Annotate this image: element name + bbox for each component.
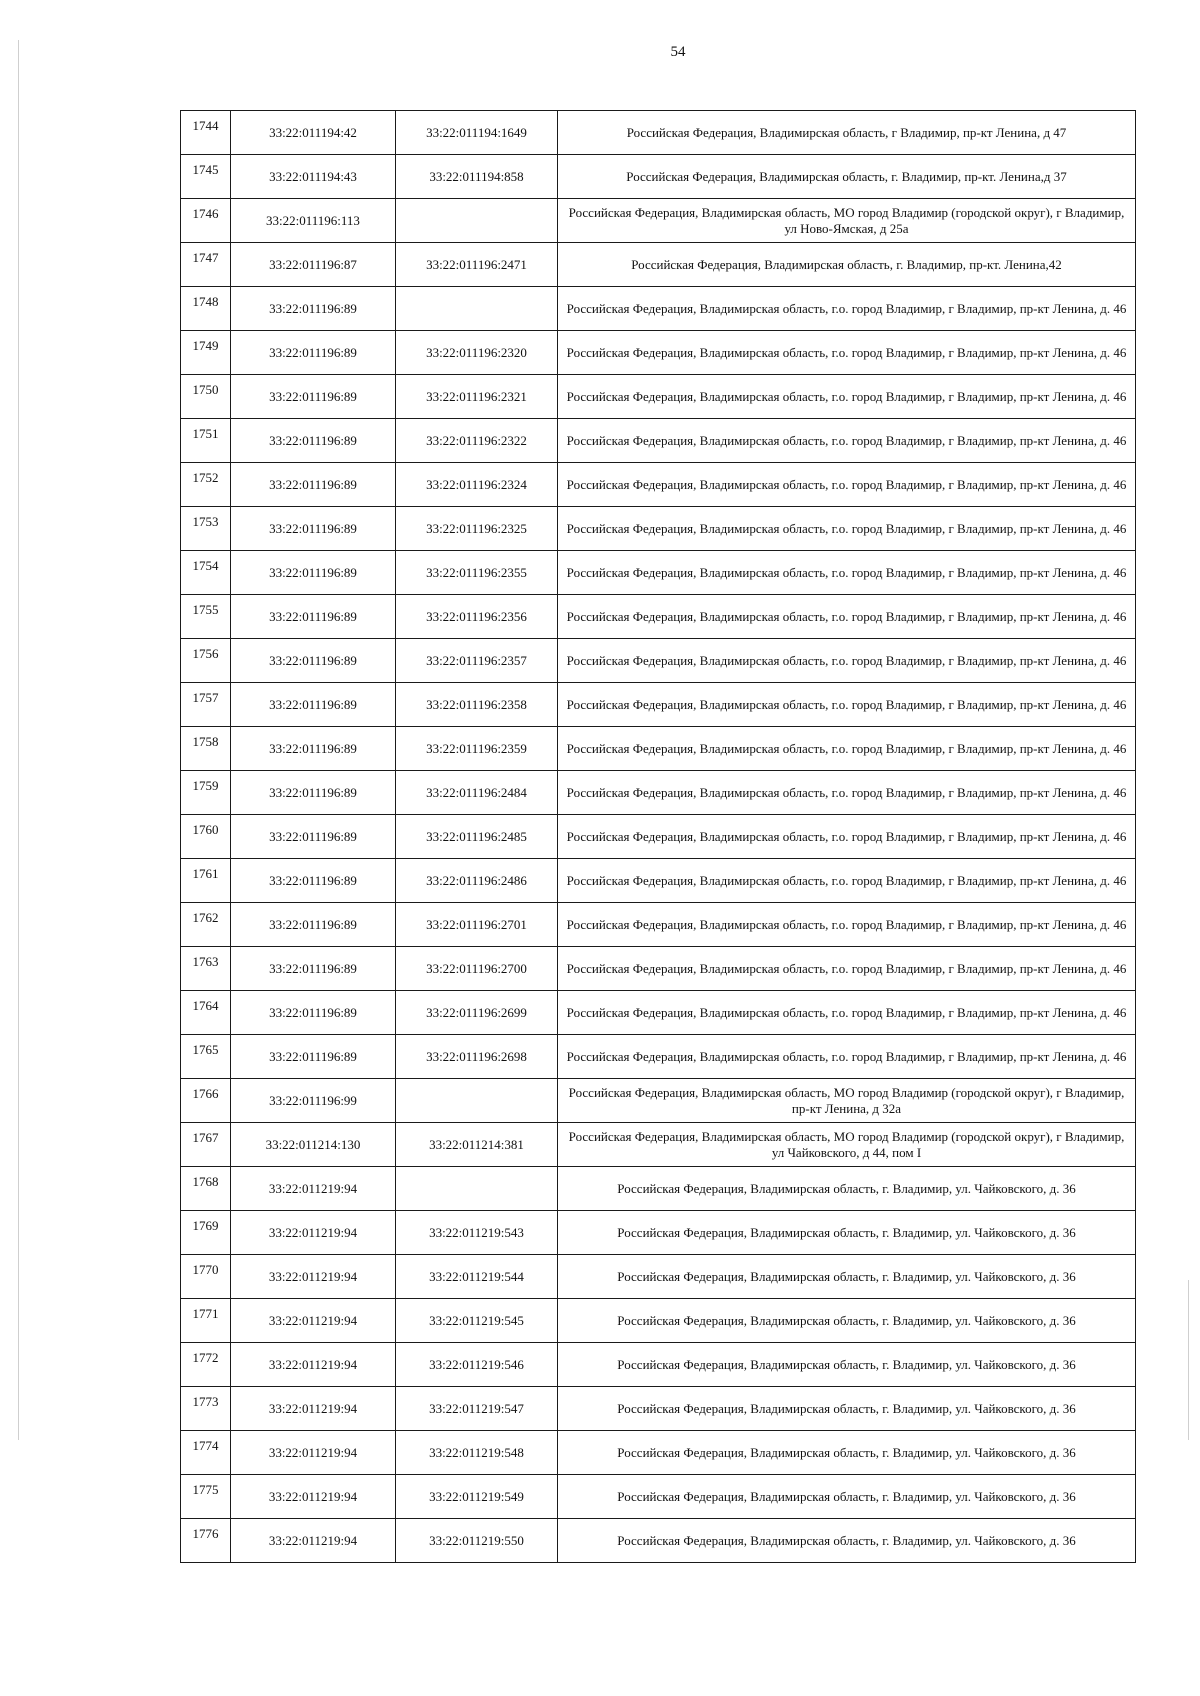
address-cell: Российская Федерация, Владимирская область, г. Владимир, ул. Чайковского, д. 36: [558, 1475, 1136, 1519]
row-number: 1744: [181, 111, 231, 155]
row-number: 1762: [181, 903, 231, 947]
object-cadastral-number: 33:22:011219:545: [396, 1299, 558, 1343]
table-row: [181, 639, 1136, 683]
table-row: [181, 287, 1136, 331]
table-row: [181, 1167, 1136, 1211]
table-row: [181, 375, 1136, 419]
land-cadastral-number: 33:22:011196:89: [231, 771, 396, 815]
table-row: [181, 947, 1136, 991]
table-row: [181, 683, 1136, 727]
land-cadastral-number: 33:22:011196:89: [231, 551, 396, 595]
object-cadastral-number: 33:22:011196:2701: [396, 903, 558, 947]
table-row: [181, 1035, 1136, 1079]
land-cadastral-number: 33:22:011196:89: [231, 463, 396, 507]
land-cadastral-number: 33:22:011196:89: [231, 507, 396, 551]
address-cell: Российская Федерация, Владимирская область, г. Владимир, ул. Чайковского, д. 36: [558, 1343, 1136, 1387]
object-cadastral-number: 33:22:011196:2324: [396, 463, 558, 507]
row-number: 1755: [181, 595, 231, 639]
object-cadastral-number: 33:22:011196:2322: [396, 419, 558, 463]
address-cell: Российская Федерация, Владимирская область, г.о. город Владимир, г Владимир, пр-кт Ленина, д. 46: [558, 331, 1136, 375]
row-number: 1774: [181, 1431, 231, 1475]
row-number: 1767: [181, 1123, 231, 1167]
scan-edge-right: [1188, 1280, 1189, 1440]
address-cell: Российская Федерация, Владимирская область, г. Владимир, ул. Чайковского, д. 36: [558, 1299, 1136, 1343]
object-cadastral-number: 33:22:011214:381: [396, 1123, 558, 1167]
land-cadastral-number: 33:22:011196:89: [231, 331, 396, 375]
table-row: [181, 1475, 1136, 1519]
land-cadastral-number: 33:22:011196:89: [231, 639, 396, 683]
address-cell: Российская Федерация, Владимирская область, МО город Владимир (городской округ), г Владимир, пр-кт Ленина, д 32а: [558, 1079, 1136, 1123]
address-cell: Российская Федерация, Владимирская область, г.о. город Владимир, г Владимир, пр-кт Ленина, д. 46: [558, 1035, 1136, 1079]
address-cell: Российская Федерация, Владимирская область, г.о. город Владимир, г Владимир, пр-кт Ленина, д. 46: [558, 859, 1136, 903]
row-number: 1757: [181, 683, 231, 727]
land-cadastral-number: 33:22:011219:94: [231, 1211, 396, 1255]
object-cadastral-number: [396, 1079, 558, 1123]
object-cadastral-number: 33:22:011196:2358: [396, 683, 558, 727]
table-row: [181, 331, 1136, 375]
row-number: 1750: [181, 375, 231, 419]
object-cadastral-number: 33:22:011219:548: [396, 1431, 558, 1475]
land-cadastral-number: 33:22:011196:89: [231, 859, 396, 903]
table-row: [181, 859, 1136, 903]
land-cadastral-number: 33:22:011219:94: [231, 1255, 396, 1299]
address-cell: Российская Федерация, Владимирская область, МО город Владимир (городской округ), г Владимир, ул Ново-Ямская, д 25а: [558, 199, 1136, 243]
row-number: 1753: [181, 507, 231, 551]
address-cell: Российская Федерация, Владимирская область, г.о. город Владимир, г Владимир, пр-кт Ленина, д. 46: [558, 551, 1136, 595]
row-number: 1746: [181, 199, 231, 243]
land-cadastral-number: 33:22:011196:89: [231, 1035, 396, 1079]
land-cadastral-number: 33:22:011194:42: [231, 111, 396, 155]
land-cadastral-number: 33:22:011196:89: [231, 287, 396, 331]
object-cadastral-number: 33:22:011196:2471: [396, 243, 558, 287]
table-row: [181, 771, 1136, 815]
row-number: 1748: [181, 287, 231, 331]
address-cell: Российская Федерация, Владимирская область, г. Владимир, пр-кт. Ленина,д 37: [558, 155, 1136, 199]
address-cell: Российская Федерация, Владимирская область, г.о. город Владимир, г Владимир, пр-кт Ленина, д. 46: [558, 595, 1136, 639]
table-row: [181, 1255, 1136, 1299]
table-row: [181, 419, 1136, 463]
row-number: 1758: [181, 727, 231, 771]
land-cadastral-number: 33:22:011196:89: [231, 903, 396, 947]
object-cadastral-number: 33:22:011196:2356: [396, 595, 558, 639]
address-cell: Российская Федерация, Владимирская область, г.о. город Владимир, г Владимир, пр-кт Ленина, д. 46: [558, 375, 1136, 419]
land-cadastral-number: 33:22:011214:130: [231, 1123, 396, 1167]
row-number: 1766: [181, 1079, 231, 1123]
object-cadastral-number: [396, 199, 558, 243]
row-number: 1772: [181, 1343, 231, 1387]
object-cadastral-number: 33:22:011196:2700: [396, 947, 558, 991]
address-cell: Российская Федерация, Владимирская область, г. Владимир, ул. Чайковского, д. 36: [558, 1167, 1136, 1211]
land-cadastral-number: 33:22:011219:94: [231, 1431, 396, 1475]
address-cell: Российская Федерация, Владимирская область, г.о. город Владимир, г Владимир, пр-кт Ленина, д. 46: [558, 683, 1136, 727]
row-number: 1775: [181, 1475, 231, 1519]
object-cadastral-number: 33:22:011194:1649: [396, 111, 558, 155]
address-cell: Российская Федерация, Владимирская область, г.о. город Владимир, г Владимир, пр-кт Ленина, д. 46: [558, 419, 1136, 463]
address-cell: Российская Федерация, Владимирская область, г. Владимир, ул. Чайковского, д. 36: [558, 1211, 1136, 1255]
land-cadastral-number: 33:22:011219:94: [231, 1343, 396, 1387]
land-cadastral-number: 33:22:011196:89: [231, 419, 396, 463]
table-row: [181, 903, 1136, 947]
land-cadastral-number: 33:22:011196:89: [231, 595, 396, 639]
object-cadastral-number: 33:22:011219:549: [396, 1475, 558, 1519]
address-cell: Российская Федерация, Владимирская область, г. Владимир, пр-кт. Ленина,42: [558, 243, 1136, 287]
address-cell: Российская Федерация, Владимирская область, г. Владимир, ул. Чайковского, д. 36: [558, 1431, 1136, 1475]
address-cell: Российская Федерация, Владимирская область, г Владимир, пр-кт Ленина, д 47: [558, 111, 1136, 155]
row-number: 1752: [181, 463, 231, 507]
row-number: 1770: [181, 1255, 231, 1299]
object-cadastral-number: 33:22:011196:2359: [396, 727, 558, 771]
object-cadastral-number: 33:22:011196:2486: [396, 859, 558, 903]
address-cell: Российская Федерация, Владимирская область, г.о. город Владимир, г Владимир, пр-кт Ленина, д. 46: [558, 727, 1136, 771]
address-cell: Российская Федерация, Владимирская область, г.о. город Владимир, г Владимир, пр-кт Ленина, д. 46: [558, 903, 1136, 947]
object-cadastral-number: 33:22:011196:2485: [396, 815, 558, 859]
address-cell: Российская Федерация, Владимирская область, г.о. город Владимир, г Владимир, пр-кт Ленина, д. 46: [558, 639, 1136, 683]
table-row: [181, 463, 1136, 507]
land-cadastral-number: 33:22:011219:94: [231, 1475, 396, 1519]
object-cadastral-number: 33:22:011196:2484: [396, 771, 558, 815]
row-number: 1760: [181, 815, 231, 859]
scan-edge-left: [18, 40, 19, 1440]
address-cell: Российская Федерация, Владимирская область, г. Владимир, ул. Чайковского, д. 36: [558, 1519, 1136, 1563]
object-cadastral-number: 33:22:011196:2698: [396, 1035, 558, 1079]
table-row: [181, 1519, 1136, 1563]
row-number: 1765: [181, 1035, 231, 1079]
land-cadastral-number: 33:22:011219:94: [231, 1519, 396, 1563]
land-cadastral-number: 33:22:011196:89: [231, 375, 396, 419]
address-cell: Российская Федерация, Владимирская область, г.о. город Владимир, г Владимир, пр-кт Ленина, д. 46: [558, 991, 1136, 1035]
table-row: [181, 155, 1136, 199]
table-row: [181, 199, 1136, 243]
address-cell: Российская Федерация, Владимирская область, г. Владимир, ул. Чайковского, д. 36: [558, 1387, 1136, 1431]
object-cadastral-number: 33:22:011196:2357: [396, 639, 558, 683]
address-cell: Российская Федерация, Владимирская область, г.о. город Владимир, г Владимир, пр-кт Ленина, д. 46: [558, 507, 1136, 551]
object-cadastral-number: 33:22:011219:543: [396, 1211, 558, 1255]
object-cadastral-number: 33:22:011219:550: [396, 1519, 558, 1563]
address-cell: Российская Федерация, Владимирская область, МО город Владимир (городской округ), г Владимир, ул Чайковского, д 44, пом I: [558, 1123, 1136, 1167]
object-cadastral-number: 33:22:011219:544: [396, 1255, 558, 1299]
records-table-container: [180, 110, 1136, 1563]
land-cadastral-number: 33:22:011196:89: [231, 991, 396, 1035]
table-row: [181, 815, 1136, 859]
address-cell: Российская Федерация, Владимирская область, г.о. город Владимир, г Владимир, пр-кт Ленина, д. 46: [558, 287, 1136, 331]
object-cadastral-number: 33:22:011219:547: [396, 1387, 558, 1431]
row-number: 1751: [181, 419, 231, 463]
row-number: 1761: [181, 859, 231, 903]
row-number: 1759: [181, 771, 231, 815]
object-cadastral-number: 33:22:011196:2320: [396, 331, 558, 375]
table-row: [181, 1211, 1136, 1255]
land-cadastral-number: 33:22:011196:89: [231, 815, 396, 859]
object-cadastral-number: 33:22:011196:2325: [396, 507, 558, 551]
table-row: [181, 1299, 1136, 1343]
row-number: 1771: [181, 1299, 231, 1343]
row-number: 1763: [181, 947, 231, 991]
table-row: [181, 1123, 1136, 1167]
records-table: [180, 110, 1136, 1563]
table-row: [181, 727, 1136, 771]
land-cadastral-number: 33:22:011219:94: [231, 1387, 396, 1431]
row-number: 1747: [181, 243, 231, 287]
row-number: 1768: [181, 1167, 231, 1211]
row-number: 1756: [181, 639, 231, 683]
land-cadastral-number: 33:22:011196:99: [231, 1079, 396, 1123]
land-cadastral-number: 33:22:011194:43: [231, 155, 396, 199]
land-cadastral-number: 33:22:011196:89: [231, 727, 396, 771]
row-number: 1773: [181, 1387, 231, 1431]
row-number: 1749: [181, 331, 231, 375]
row-number: 1769: [181, 1211, 231, 1255]
page-number: 54: [670, 44, 686, 60]
row-number: 1764: [181, 991, 231, 1035]
table-row: [181, 111, 1136, 155]
address-cell: Российская Федерация, Владимирская область, г.о. город Владимир, г Владимир, пр-кт Ленина, д. 46: [558, 771, 1136, 815]
row-number: 1776: [181, 1519, 231, 1563]
address-cell: Российская Федерация, Владимирская область, г. Владимир, ул. Чайковского, д. 36: [558, 1255, 1136, 1299]
records-table-body: [181, 111, 1136, 1563]
table-row: [181, 1343, 1136, 1387]
object-cadastral-number: 33:22:011219:546: [396, 1343, 558, 1387]
row-number: 1754: [181, 551, 231, 595]
table-row: [181, 1431, 1136, 1475]
land-cadastral-number: 33:22:011196:87: [231, 243, 396, 287]
address-cell: Российская Федерация, Владимирская область, г.о. город Владимир, г Владимир, пр-кт Ленина, д. 46: [558, 463, 1136, 507]
table-row: [181, 243, 1136, 287]
land-cadastral-number: 33:22:011196:113: [231, 199, 396, 243]
object-cadastral-number: 33:22:011196:2699: [396, 991, 558, 1035]
table-row: [181, 595, 1136, 639]
object-cadastral-number: 33:22:011194:858: [396, 155, 558, 199]
object-cadastral-number: 33:22:011196:2321: [396, 375, 558, 419]
land-cadastral-number: 33:22:011219:94: [231, 1167, 396, 1211]
table-row: [181, 551, 1136, 595]
object-cadastral-number: 33:22:011196:2355: [396, 551, 558, 595]
land-cadastral-number: 33:22:011196:89: [231, 947, 396, 991]
table-row: [181, 507, 1136, 551]
table-row: [181, 991, 1136, 1035]
row-number: 1745: [181, 155, 231, 199]
land-cadastral-number: 33:22:011196:89: [231, 683, 396, 727]
address-cell: Российская Федерация, Владимирская область, г.о. город Владимир, г Владимир, пр-кт Ленина, д. 46: [558, 947, 1136, 991]
table-row: [181, 1387, 1136, 1431]
object-cadastral-number: [396, 1167, 558, 1211]
object-cadastral-number: [396, 287, 558, 331]
table-row: [181, 1079, 1136, 1123]
land-cadastral-number: 33:22:011219:94: [231, 1299, 396, 1343]
address-cell: Российская Федерация, Владимирская область, г.о. город Владимир, г Владимир, пр-кт Ленина, д. 46: [558, 815, 1136, 859]
